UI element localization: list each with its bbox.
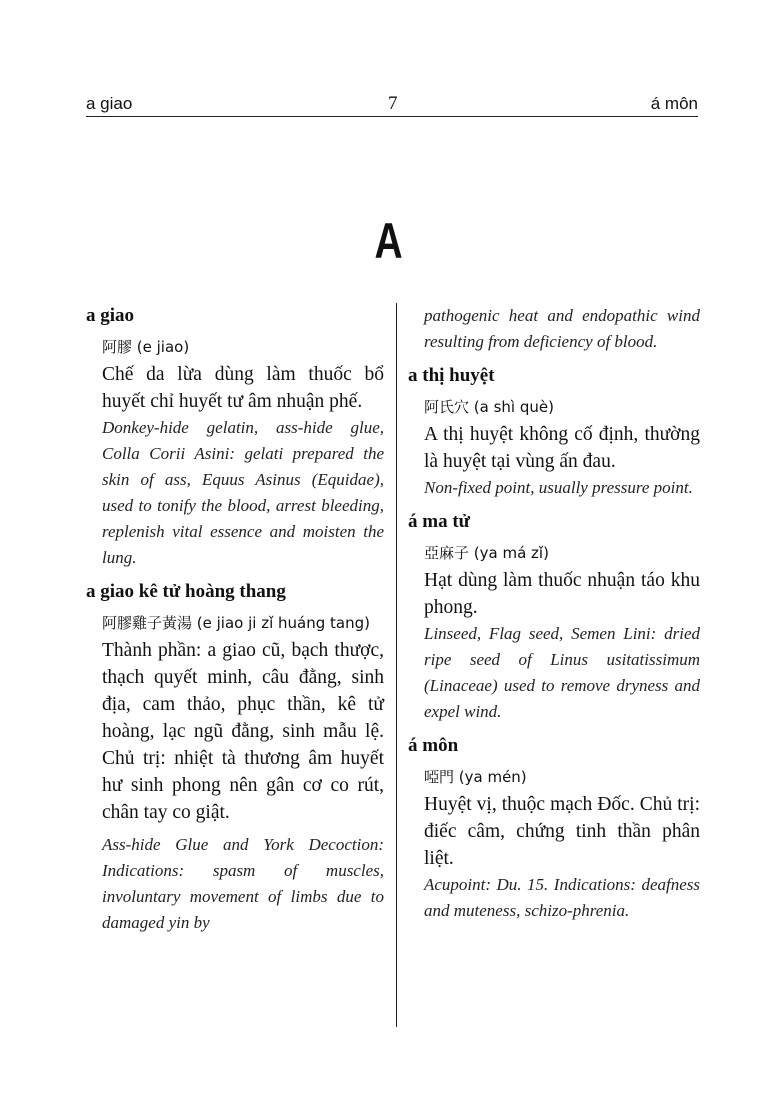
entry-chinese: 阿膠 (e jiao) bbox=[102, 338, 190, 356]
header-right-guideword: á môn bbox=[650, 94, 698, 113]
entry-english: Acupoint: Du. 15. Indications: deafness and muteness, schizo-phrenia. bbox=[424, 875, 700, 920]
entry-english: Donkey-hide gelatin, ass-hide glue, Colla Corii Asini: gelati prepared the skin of ass, Equus Asinus (Equidae), used to tonify the blood, arrest bleeding, replenish vital essence and moisten the lung. bbox=[102, 418, 384, 567]
entry-headword: á môn bbox=[408, 735, 459, 756]
left-column bbox=[86, 303, 384, 936]
entry-chinese: 阿膠雞子黃湯 (e jiao ji zǐ huáng tang) bbox=[102, 614, 370, 632]
entry-headword: a giao bbox=[86, 305, 135, 326]
running-header bbox=[86, 90, 698, 117]
entry-a-ma-tu bbox=[408, 509, 700, 725]
entry-vietnamese: Thành phần: a giao cũ, bạch thược, thạch quyết minh, câu đằng, sinh địa, cam thảo, phục thần, kê tử hoàng, lạc ngũ đằng, sinh mẫu lệ. Chủ trị: nhiệt tà thương âm huyết hư sinh phong nên gân cơ co rút, chân tay co giật. bbox=[102, 640, 384, 823]
entry-a-mon bbox=[408, 733, 700, 924]
entry-english-continued: pathogenic heat and endopathic wind resulting from deficiency of blood. bbox=[424, 306, 700, 351]
entry-a-giao-ke-tu-hoang-thang bbox=[86, 579, 384, 936]
entry-english: Linseed, Flag seed, Semen Lini: dried ripe seed of Linus usitatissimum (Linaceae) used to remove dryness and expel wind. bbox=[424, 624, 700, 721]
entry-vietnamese: A thị huyệt không cố định, thường là huyệt tại vùng ấn đau. bbox=[424, 424, 700, 472]
entry-a-thi-huyet bbox=[408, 363, 700, 501]
entry-chinese: 亞麻子 (ya má zǐ) bbox=[424, 544, 549, 562]
entry-headword: a giao kê tử hoàng thang bbox=[86, 581, 286, 602]
entry-headword: a thị huyệt bbox=[408, 365, 495, 386]
entry-headword: á ma tử bbox=[408, 511, 471, 532]
entry-vietnamese: Huyệt vị, thuộc mạch Đốc. Chủ trị: điếc câm, chứng tinh thần phân liệt. bbox=[424, 794, 700, 869]
header-left-guideword: a giao bbox=[86, 94, 133, 113]
entry-vietnamese: Hạt dùng làm thuốc nhuận táo khu phong. bbox=[424, 570, 700, 618]
section-letter: A bbox=[374, 213, 403, 269]
entry-english: Non-fixed point, usually pressure point. bbox=[424, 478, 693, 497]
column-divider bbox=[396, 303, 397, 1027]
entry-english: Ass-hide Glue and York Decoction: Indications: spasm of muscles, involuntary movement of limbs due to damaged yin by bbox=[102, 835, 384, 932]
entry-chinese: 阿氏穴 (a shì què) bbox=[424, 398, 554, 416]
entry-chinese: 啞門 (ya mén) bbox=[424, 768, 527, 786]
entry-vietnamese: Chế da lừa dùng làm thuốc bổ huyết chỉ huyết tư âm nhuận phế. bbox=[102, 364, 384, 412]
right-column bbox=[408, 303, 700, 924]
entry-a-giao bbox=[86, 303, 384, 571]
page-number: 7 bbox=[388, 93, 398, 114]
